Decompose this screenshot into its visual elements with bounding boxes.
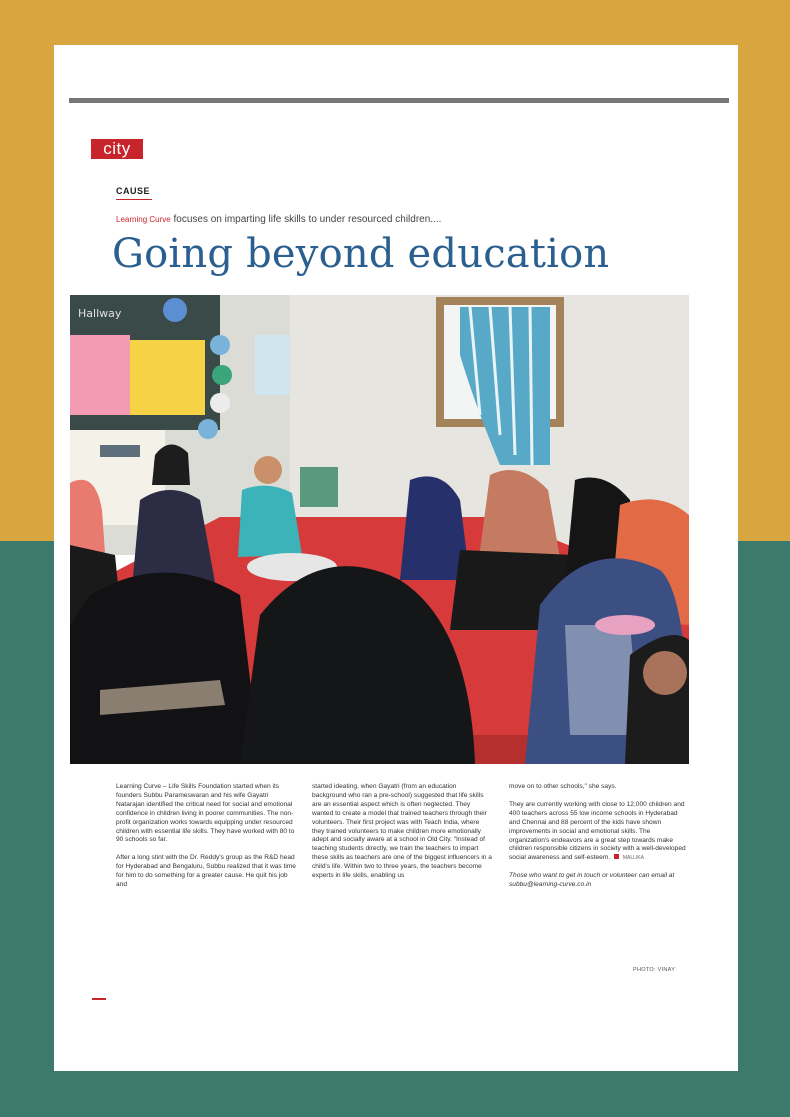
section-underline <box>116 199 152 200</box>
end-mark-icon <box>614 854 619 859</box>
kicker-text: focuses on imparting life skills to under resourced children.... <box>173 214 442 225</box>
article-column-3 <box>509 783 689 899</box>
article-paragraph <box>509 801 689 863</box>
section-label: CAUSE <box>116 186 151 196</box>
headline: Going beyond education <box>112 231 610 277</box>
board-label: Hallway <box>78 307 122 320</box>
city-tag: city <box>91 139 143 159</box>
article-paragraph: move on to other schools," she says. <box>509 783 617 790</box>
kicker <box>116 214 441 225</box>
article-column-2 <box>312 783 492 890</box>
article-photo <box>70 295 689 764</box>
byline: MALLIKA <box>622 855 644 862</box>
top-rule <box>69 98 729 103</box>
article-paragraph: After a long stint with the Dr. Reddy's group as the R&D head for Hyderabad and Bengaluru, Subbu realized that it was time for him to do something for a greater cause. He quit his job and <box>116 854 296 889</box>
newspaper-page <box>54 45 738 1071</box>
photo-credit: PHOTO: VINAY <box>633 967 676 973</box>
article-paragraph-text: They are currently working with close to 12,000 children and 400 teachers across 55 low income schools in Hyderabad and Chennai and 88 percent of the kids have shown improvements in social and emotional skills. The organization's endeavors are a great step towards make children responsible citizens in society with a well-developed social awareness and self-esteem. <box>509 800 686 862</box>
article-column-1 <box>116 783 296 899</box>
article-paragraph: started ideating, when Gayatri (from an education background who ran a pre-school) suggested that life skills are an essential aspect which is often neglected. They wanted to create a model that trained teachers through their volunteers. Their first project was with Teach India, where they trained volunteers to make children more emotionally adept and socially aware at a school in Old City. "Instead of teaching students directly, we train the teachers to impart these skills as teachers are one of the biggest influencers in a child's life. Within two to three years, the teachers become experts in life skills, enabling us <box>312 783 492 880</box>
page-red-mark <box>92 998 106 1000</box>
article-paragraph: Learning Curve – Life Skills Foundation started when its founders Subbu Parameswaran and his wife Gayatri Natarajan identified the critical need for social and emotional confidence in children living in poorer communities. The non-profit organization works towards equipping under resourced children with essential life skills. They have worked with 80 to 90 schools so far. <box>116 783 295 844</box>
kicker-org: Learning Curve <box>116 215 171 224</box>
classroom-group-photo-icon <box>70 295 689 764</box>
contact-note: Those who want to get in touch or volunteer can email at subbu@learning-curve.co.in <box>509 872 675 889</box>
